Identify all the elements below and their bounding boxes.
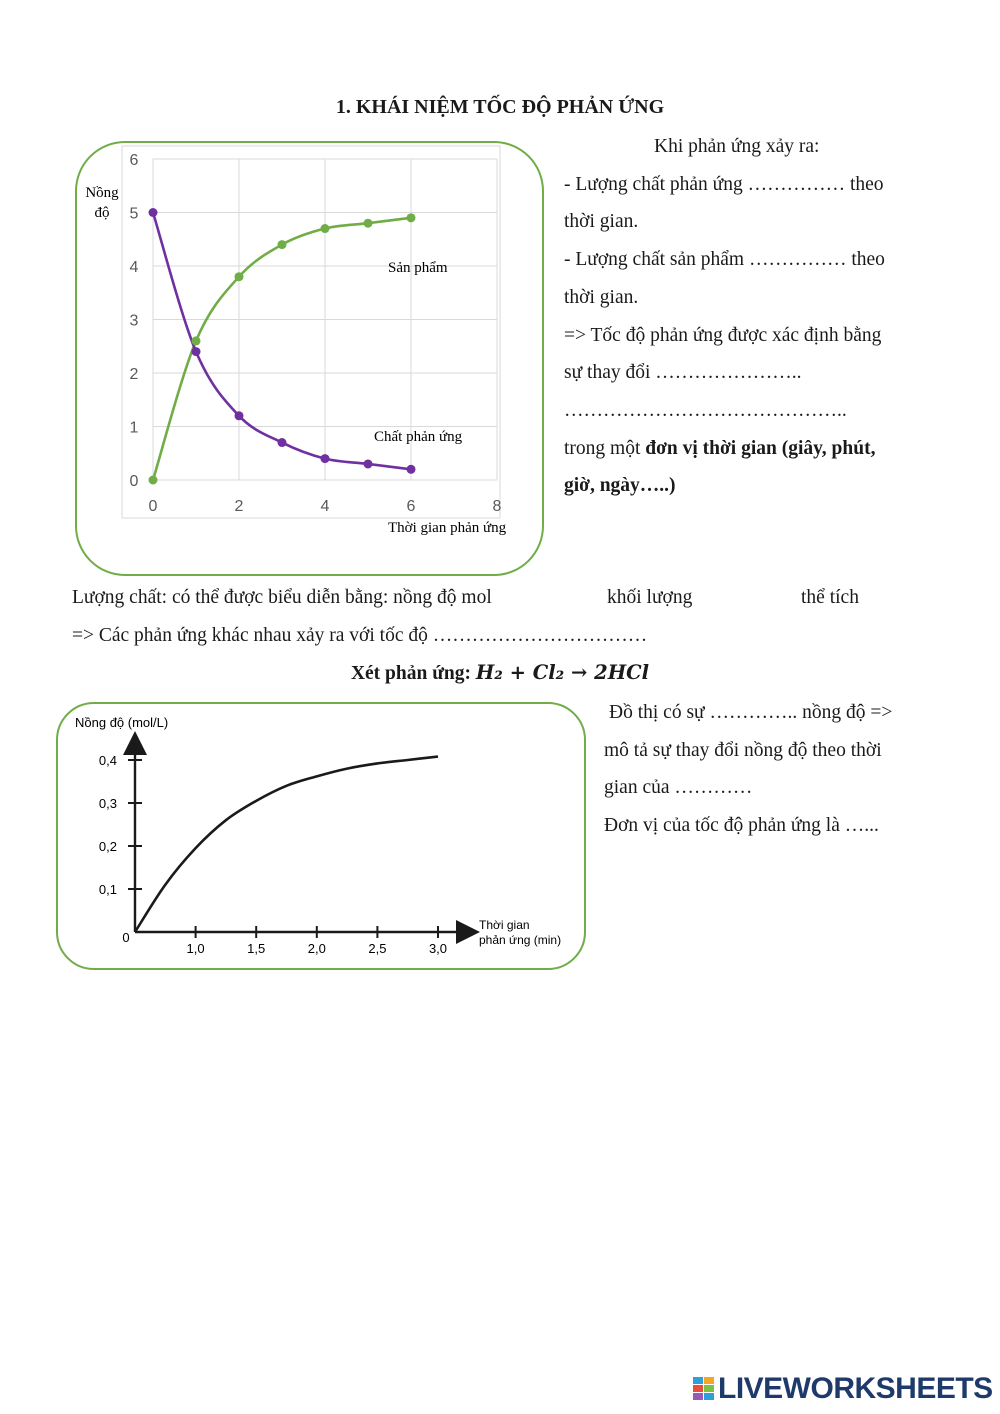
product-data-point: [407, 213, 416, 222]
section1-line6: sự thay đổi …………………..: [564, 362, 802, 384]
section1-line8-bold: đơn vị thời gian (giây, phút,: [645, 437, 876, 459]
chart1-xtick-label: 2: [234, 498, 244, 515]
section1-line1: - Lượng chất phản ứng …………… theo: [564, 173, 884, 195]
conclusion-line: => Các phản ứng khác nhau xảy ra với tốc độ ……………………………: [72, 625, 648, 646]
chart2-xlabel-line2: phản ứng (min): [479, 933, 562, 947]
chart1-ytick-label: 5: [129, 205, 139, 223]
chart1-ytick-label: 6: [129, 152, 139, 169]
quantity-option-volume: thể tích: [801, 587, 859, 608]
chart2-ytick-label: 0,4: [98, 753, 117, 768]
chart2-ytick-label: 0,3: [98, 796, 117, 811]
chart1-ytick-label: 3: [129, 312, 139, 330]
chart1-ytick-label: 0: [129, 473, 139, 490]
chart2-xtick-label: 1,0: [186, 941, 205, 956]
product-data-point: [278, 240, 287, 249]
reactant-series-label: Chất phản ứng: [374, 429, 463, 445]
reactant-data-point: [278, 438, 287, 447]
section1-line2: thời gian.: [564, 211, 639, 233]
quantity-option-mass: khối lượng: [607, 587, 693, 608]
reaction-label: Xét phản ứng:: [350, 663, 476, 684]
section1-line3: - Lượng chất sản phẩm …………… theo: [564, 249, 885, 271]
liveworksheets-logo: [693, 1373, 993, 1405]
section1-intro: Khi phản ứng xảy ra:: [654, 136, 820, 157]
section1-text: [564, 128, 934, 505]
chart1-ytick-label: 2: [129, 366, 139, 383]
reaction-heading: [0, 661, 1000, 685]
logo-grid-icon: [693, 1377, 715, 1401]
chart2-xtick-label: 3,0: [428, 941, 448, 956]
reactant-data-point: [149, 208, 158, 217]
section2-line3: gian của …………: [604, 777, 753, 799]
chart1-xtick-label: 8: [492, 498, 502, 515]
product-data-point: [235, 272, 244, 281]
chart1-ylabel-line1: Nồng: [85, 185, 119, 201]
chart1-ytick-label: 1: [129, 419, 139, 437]
section2-line2: mô tả sự thay đổi nồng độ theo thời: [604, 739, 882, 761]
quantity-line-label: Lượng chất: có thể được biểu diễn bằng: nồng độ mol: [72, 587, 492, 608]
reactant-data-point: [235, 411, 244, 420]
chart1-plot-border: [122, 146, 500, 518]
chart1-tick-labels: [130, 152, 502, 515]
chart1-ylabel-line2: độ: [94, 205, 110, 221]
logo-text: LIVEWORKSHEETS: [718, 1372, 993, 1405]
chart2-xtick-label: 2,0: [307, 941, 326, 956]
section1-line9-bold: giờ, ngày…..): [564, 475, 676, 497]
reactant-data-point: [407, 465, 416, 474]
section1-line8-prefix: trong một: [564, 437, 646, 459]
chart1-xlabel: Thời gian phản ứng: [388, 520, 507, 536]
section2-text: [604, 694, 944, 845]
page-title: 1. KHÁI NIỆM TỐC ĐỘ PHẢN ỨNG: [335, 96, 665, 118]
chart2-ytick-label: 0,2: [98, 839, 117, 854]
product-series-label: Sản phẩm: [388, 260, 448, 276]
section1-line4: thời gian.: [564, 286, 639, 308]
chart2-origin-label: 0: [122, 930, 130, 945]
chart2-ytick-label: 0,1: [98, 882, 117, 897]
reactant-data-point: [321, 454, 330, 463]
section1-line5: => Tốc độ phản ứng được xác định bằng: [564, 324, 882, 346]
reactant-data-point: [364, 459, 373, 468]
section1-line9: [564, 467, 934, 505]
product-data-point: [364, 219, 373, 228]
section2-line1: Đồ thị có sự ………….. nồng độ =>: [609, 702, 893, 723]
chart2-xlabel-line1: Thời gian: [479, 918, 530, 932]
chart1-xtick-label: 4: [320, 498, 330, 515]
chart2-xtick-label: 2,5: [368, 941, 387, 956]
section1-line7: ……………………………………..: [564, 399, 847, 421]
chart1-ytick-label: 4: [129, 259, 139, 276]
concentration-chart: [60, 140, 550, 540]
product-data-point: [149, 476, 158, 485]
chart2-ticks: [99, 753, 447, 956]
product-data-point: [192, 336, 201, 345]
hcl-concentration-chart: [60, 705, 580, 967]
section1-line8: [564, 430, 934, 468]
section2-line4: Đơn vị của tốc độ phản ứng là …...: [604, 815, 879, 837]
chart2-xtick-label: 1,5: [247, 941, 266, 956]
reaction-equation: H₂ + Cl₂ → 2HCl: [475, 661, 650, 684]
chart1-xtick-label: 0: [148, 498, 158, 515]
chart1-xtick-label: 6: [406, 498, 416, 515]
hcl-series-line: [135, 757, 438, 932]
chart2-ylabel: Nồng độ (mol/L): [75, 715, 169, 730]
reactant-data-point: [192, 347, 201, 356]
product-data-point: [321, 224, 330, 233]
